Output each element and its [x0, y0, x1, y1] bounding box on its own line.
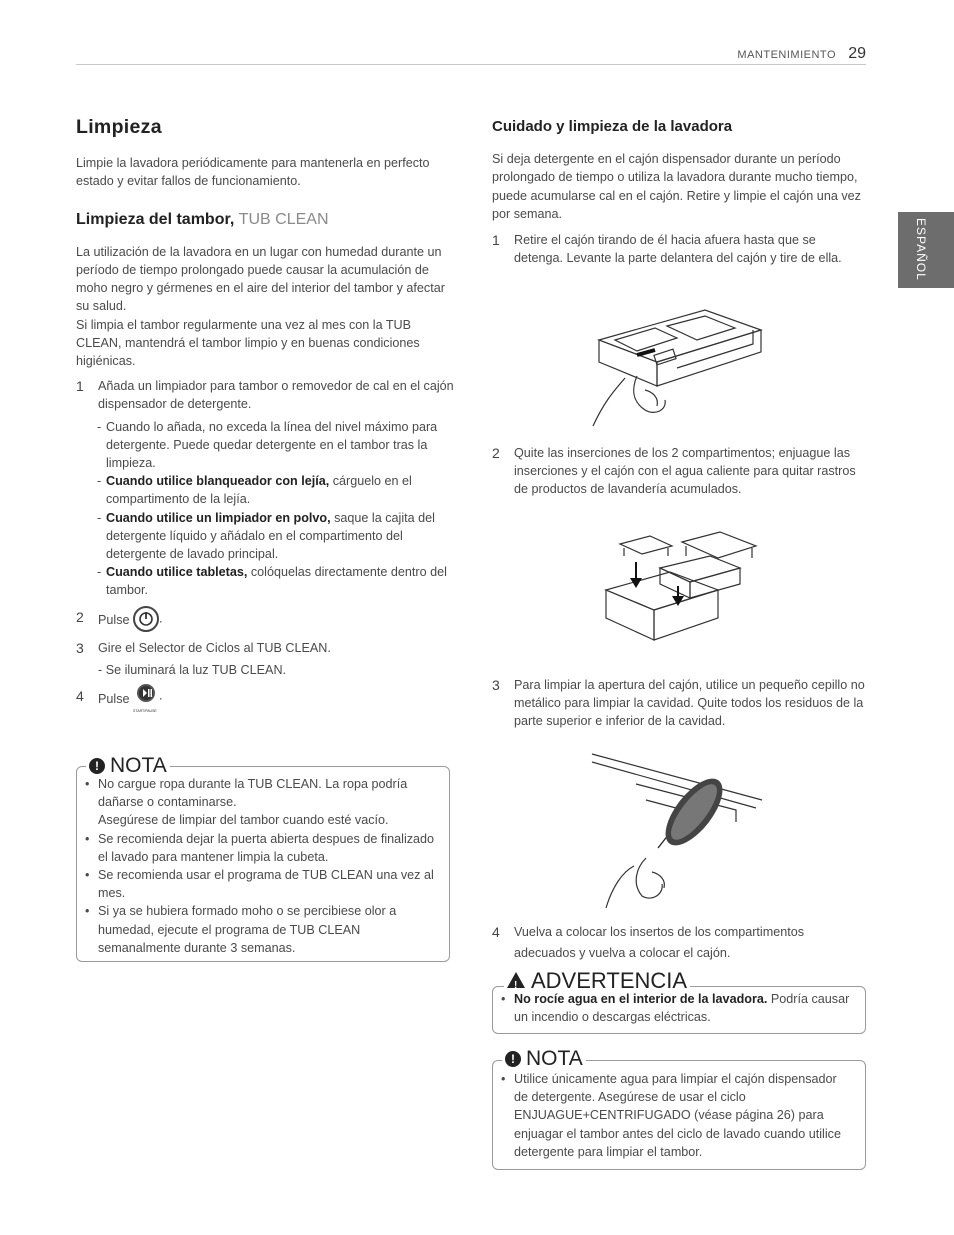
header-section: MANTENIMIENTO	[737, 49, 836, 61]
page-number: 29	[848, 45, 866, 62]
care-step-1: 1 Retire el cajón tirando de él hacia afuera hasta que se detenga. Levante la parte delantera del cajón y tire de ella.	[492, 232, 842, 266]
language-tab-label: ESPAÑOL	[914, 218, 928, 281]
step-number: 1	[76, 378, 84, 395]
care-step-4: 4 Vuelva a colocar los insertos de los compartimentos adecuados y vuelva a colocar el cajón.	[492, 924, 805, 960]
note-bullet: • Se recomienda usar el programa de TUB CLEAN una vez al mes.	[85, 868, 434, 901]
drum-sub-3: - Cuando utilice un limpiador en polvo, saque la cajita del detergente líquido y añádalo en el compartimento del detergente de lavado principal.	[97, 510, 435, 562]
drum-step-1	[76, 377, 456, 413]
drawer-inserts-illustration	[600, 528, 765, 653]
language-tab	[898, 212, 954, 288]
note-content-left	[78, 775, 438, 957]
right-intro: Si deja detergente en el cajón dispensador durante un período prolongado de tiempo o utiliza la lavadora durante mucho tiempo, puede acumularse cal en el cajón. Retire y limpie el cajón una vez por semana.	[492, 152, 861, 221]
section-title: Limpieza	[76, 116, 162, 138]
warning-icon: !	[507, 972, 525, 988]
drum-heading-text: Limpieza del tambor,	[76, 210, 235, 228]
left-column	[76, 116, 456, 714]
power-button-icon	[133, 606, 159, 632]
note-bullet: • Se recomienda dejar la puerta abierta despues de finalizado el lavado para mantener limpia la cubeta.	[85, 831, 435, 864]
care-step-2: 2 Quite las inserciones de los 2 compartimentos; enjuague las inserciones y el cajón con el agua caliente para quitar rastros de productos de lavandería acumulados.	[492, 445, 856, 497]
drum-paragraph-2: Si limpia el tambor regularmente una vez al mes con la TUB CLEAN, mantendrá el tambor limpio y en buenas condiciones higiénicas.	[76, 317, 420, 369]
drum-paragraph-1: La utilización de la lavadora en un lugar con humedad durante un período de tiempo prolongado puede causar la acumulación de moho negro y gérmenes en el aire del interior del tambor y afectar su salud.	[76, 244, 445, 314]
right-heading: Cuidado y limpieza de la lavadora	[492, 118, 733, 135]
right-column	[492, 118, 867, 267]
note-bullet: • No cargue ropa durante la TUB CLEAN. La ropa podría dañarse o contaminarse.	[85, 777, 408, 810]
note-bullet: • Si ya se hubiera formado moho o se percibiese olor a humedad, ejecute el programa de TUB CLEAN semanalmente durante 3 semanas.	[85, 904, 397, 955]
note-title-left: ! NOTA	[86, 755, 170, 777]
drum-heading-accent: TUB CLEAN	[238, 210, 329, 228]
page-header	[76, 46, 866, 65]
warning-title: ! ADVERTENCIA	[504, 970, 690, 992]
drum-heading	[76, 211, 456, 229]
drum-sub-4: - Cuando utilice tabletas, colóquelas directamente dentro del tambor.	[97, 565, 447, 598]
drum-sub-1: - Cuando lo añada, no exceda la línea del nivel máximo para detergente. Puede quedar detergente en el tambor tras la limpieza.	[97, 419, 438, 471]
step-text: Añada un limpiador para tambor o removedor de cal en el cajón dispensador de detergente.	[98, 379, 454, 412]
drum-step-3: 3 Gire el Selector de Ciclos al TUB CLEAN.	[76, 639, 331, 656]
note-bullet: Asegúrese de limpiar del tambor cuando esté vacío.	[98, 813, 389, 828]
drum-step-4: 4 Pulse START/PAUSE .	[76, 683, 456, 709]
start-pause-button-icon: START/PAUSE	[133, 683, 159, 709]
drum-sub-2: - Cuando utilice blanqueador con lejía, cárguelo en el compartimento de la lejía.	[97, 474, 412, 507]
care-step-3: 3 Para limpiar la apertura del cajón, utilice un pequeño cepillo no metálico para limpiar la cavidad. Quite todos los residuos de la parte superior e inferior de la cavidad.	[492, 677, 865, 729]
intro-text: Limpie la lavadora periódicamente para mantenerla en perfecto estado y evitar fallos de funcionamiento.	[76, 156, 430, 189]
brush-cleaning-illustration	[586, 748, 766, 913]
drawer-removal-illustration	[585, 300, 770, 430]
alert-icon: !	[505, 1051, 521, 1067]
note-content-right: • Utilice únicamente agua para limpiar el cajón dispensador de detergente. Asegúrese de usar el ciclo ENJUAGUE+CENTRIFUGADO (véase página 26) para enjuagar el tambor antes del ciclo de lavado cuando utilice detergente para limpiar el tambor.	[501, 1072, 841, 1159]
drum-sub-5: - Se iluminará la luz TUB CLEAN.	[98, 662, 287, 677]
note-title-right: ! NOTA	[502, 1048, 586, 1070]
alert-icon: !	[89, 758, 105, 774]
warning-content: • No rocíe agua en el interior de la lavadora. Podría causar un incendio o descargas eléctricas.	[501, 992, 850, 1025]
drum-step-2: 2 Pulse .	[76, 606, 456, 632]
